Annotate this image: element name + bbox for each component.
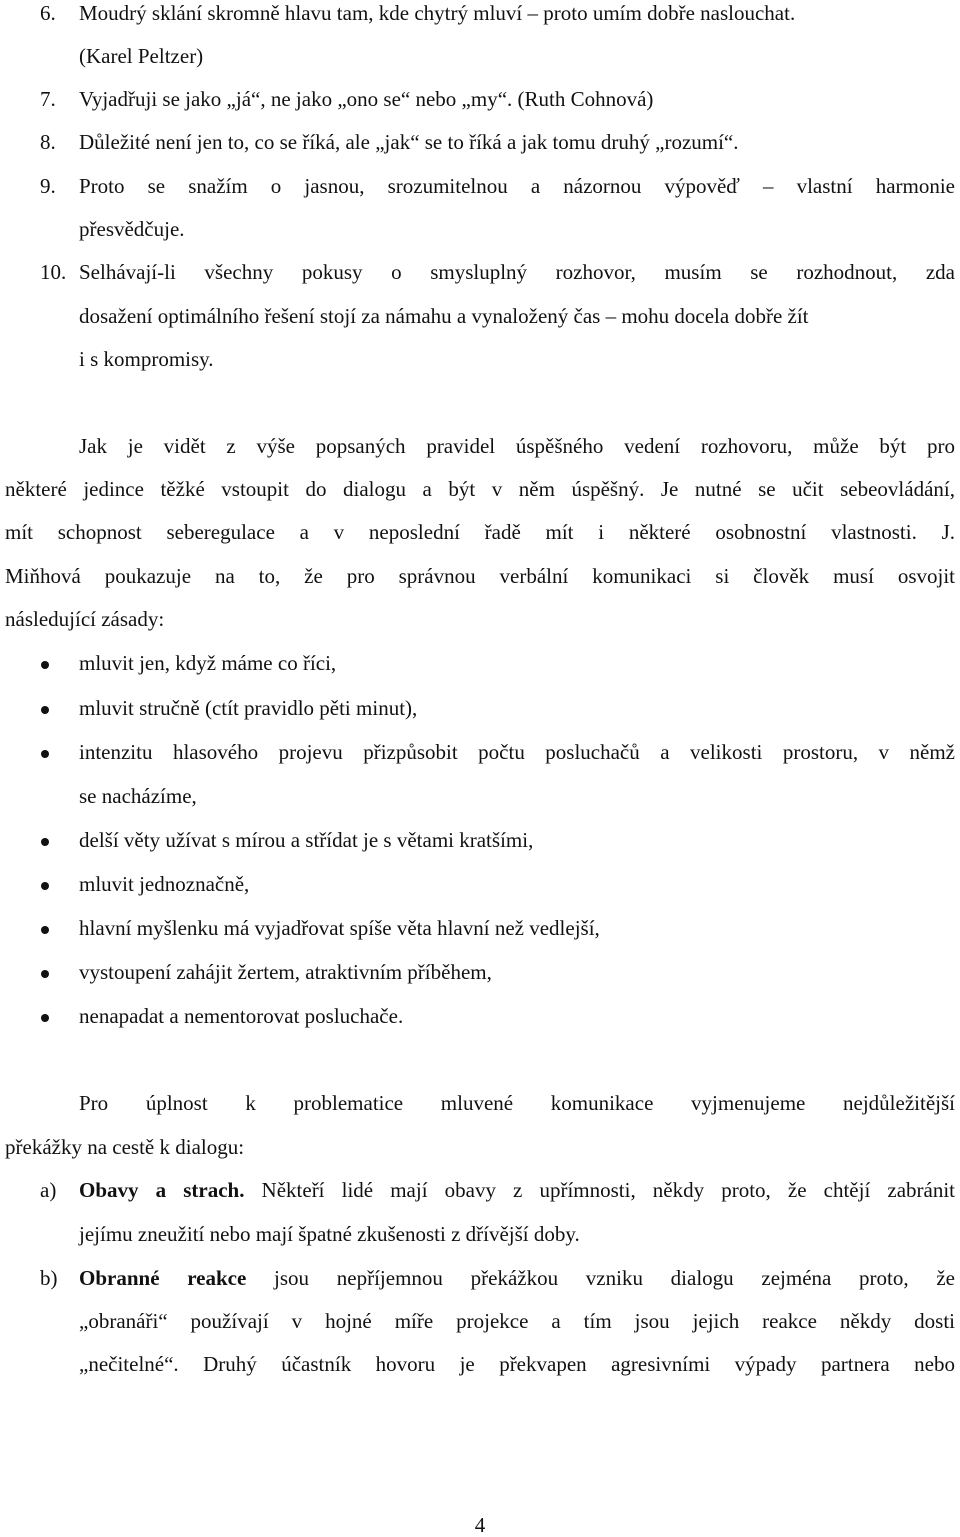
bullet-item: mluvit jednoznačně, bbox=[79, 872, 250, 896]
item-9-line-2: přesvědčuje. bbox=[79, 217, 185, 241]
lettered-b-heading: Obranné reakce bbox=[79, 1266, 247, 1290]
bullet-dot bbox=[41, 970, 49, 978]
item-number: 6. bbox=[40, 1, 56, 25]
bullet-dot bbox=[41, 1014, 49, 1022]
bullet-item: vystoupení zahájit žertem, atraktivním příběhem, bbox=[79, 960, 492, 984]
paragraph-1-line-1: Jak je vidět z výše popsaných pravidel úspěšného vedení rozhovoru, může být pro bbox=[79, 434, 955, 458]
lettered-a-heading: Obavy a strach. bbox=[79, 1178, 245, 1202]
lettered-b-line-1 bbox=[79, 1268, 955, 1289]
paragraph-1-line-2: některé jedince těžké vstoupit do dialogu a být v něm úspěšný. Je nutné se učit sebeovládání, bbox=[5, 477, 955, 501]
bullet-dot bbox=[41, 750, 49, 758]
bullet-item: hlavní myšlenku má vyjadřovat spíše věta hlavní než vedlejší, bbox=[79, 916, 600, 940]
paragraph-1-line-3: mít schopnost seberegulace a v neposlední řadě mít i některé osobnostní vlastnosti. J. bbox=[5, 520, 955, 544]
item-number: 10. bbox=[40, 260, 67, 284]
paragraph-1-line-4: Miňhová poukazuje na to, že pro správnou verbální komunikaci si člověk musí osvojit bbox=[5, 564, 955, 588]
item-number: 9. bbox=[40, 174, 56, 198]
bullet-dot bbox=[41, 926, 49, 934]
lettered-a-line-2: jejímu zneužití nebo mají špatné zkušenosti z dřívější doby. bbox=[79, 1222, 580, 1246]
lettered-a-text: Někteří lidé mají obavy z upřímnosti, někdy proto, že chtějí zabránit bbox=[244, 1178, 955, 1202]
lettered-b-line-2: „obranáři“ používají v hojné míře projekce a tím jsou jejich reakce někdy dosti bbox=[79, 1309, 955, 1333]
bullet-item: intenzitu hlasového projevu přizpůsobit počtu posluchačů a velikosti prostoru, v němž bbox=[79, 740, 955, 764]
lettered-label: a) bbox=[40, 1178, 57, 1202]
bullet-dot bbox=[41, 706, 49, 714]
paragraph-1-line-5: následující zásady: bbox=[5, 607, 165, 631]
item-7-line-1: Vyjadřuji se jako „já“, ne jako „ono se“ nebo „my“. (Ruth Cohnová) bbox=[79, 87, 654, 111]
bullet-item: mluvit stručně (ctít pravidlo pěti minut), bbox=[79, 696, 418, 720]
lettered-b-line-3: „nečitelné“. Druhý účastník hovoru je překvapen agresivními výpady partnera nebo bbox=[79, 1352, 955, 1376]
item-number: 7. bbox=[40, 87, 56, 111]
bullet-item: nenapadat a nementorovat posluchače. bbox=[79, 1004, 404, 1028]
bullet-dot bbox=[41, 838, 49, 846]
bullet-item: delší věty užívat s mírou a střídat je s větami kratšími, bbox=[79, 828, 534, 852]
item-6-line-1: Moudrý sklání skromně hlavu tam, kde chytrý mluví – proto umím dobře naslouchat. bbox=[79, 1, 796, 25]
bullet-dot bbox=[41, 661, 49, 669]
bullet-item-continuation: se nacházíme, bbox=[79, 784, 197, 808]
item-10-line-3: i s kompromisy. bbox=[79, 347, 214, 371]
page-number: 4 bbox=[474, 1513, 486, 1537]
paragraph-2-line-1: Pro úplnost k problematice mluvené komunikace vyjmenujeme nejdůležitější bbox=[79, 1091, 955, 1115]
lettered-a-line-1 bbox=[79, 1180, 955, 1201]
item-8-line-1: Důležité není jen to, co se říká, ale „jak“ se to říká a jak tomu druhý „rozumí“. bbox=[79, 130, 739, 154]
item-10-line-2: dosažení optimálního řešení stojí za námahu a vynaložený čas – mohu docela dobře žít bbox=[79, 304, 809, 328]
lettered-b-text: jsou nepříjemnou překážkou vzniku dialogu zejména proto, že bbox=[246, 1266, 955, 1290]
item-6-line-2: (Karel Peltzer) bbox=[79, 44, 204, 68]
item-9-line-1: Proto se snažím o jasnou, srozumitelnou a názornou výpověď – vlastní harmonie bbox=[79, 174, 955, 198]
paragraph-2-line-2: překážky na cestě k dialogu: bbox=[5, 1135, 245, 1159]
lettered-label: b) bbox=[40, 1266, 58, 1290]
item-number: 8. bbox=[40, 130, 56, 154]
bullet-dot bbox=[41, 882, 49, 890]
item-10-line-1: Selhávají-li všechny pokusy o smysluplný rozhovor, musím se rozhodnout, zda bbox=[79, 260, 955, 284]
bullet-item: mluvit jen, když máme co říci, bbox=[79, 651, 337, 675]
